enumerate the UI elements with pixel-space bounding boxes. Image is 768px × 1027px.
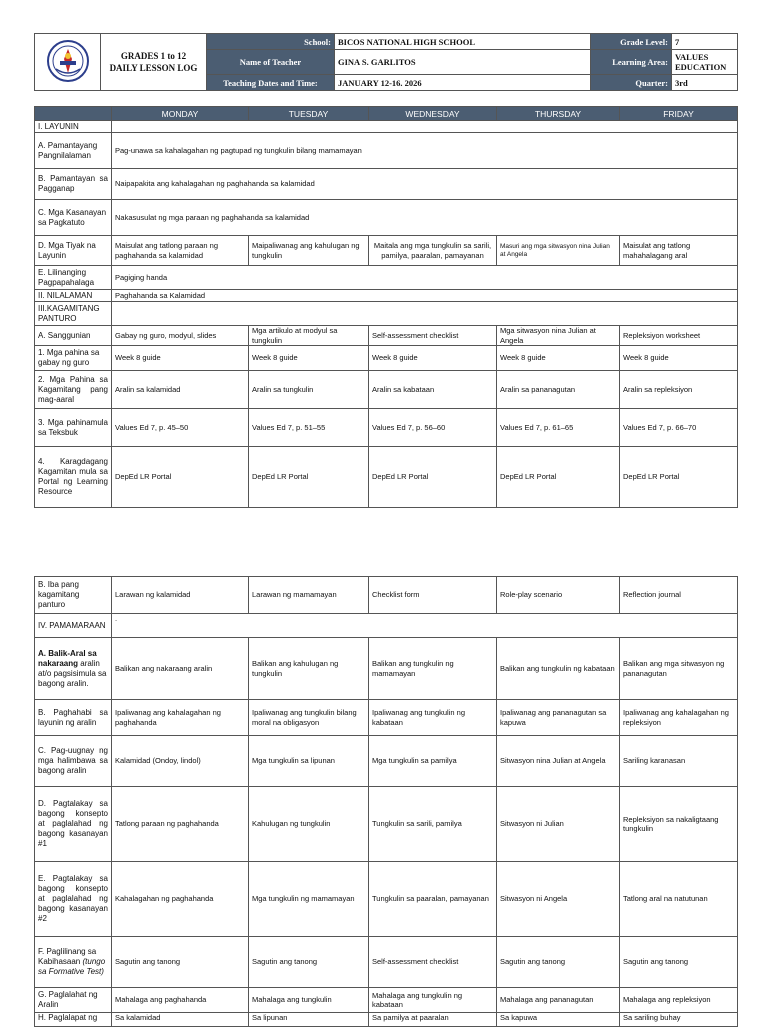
row-label-portal: 4. Karagdagang Kagamitan mula sa Portal ng Learning Resource [35,447,112,508]
row-label-sanggunian: A. Sanggunian [35,326,112,346]
tiyak-friday: Maisulat ang tatlong mahahalagang aral [620,236,738,266]
sanggunian-tuesday: Mga artikulo at modyul sa tungkulin [249,326,369,346]
iba-tuesday: Larawan ng mamamayan [249,577,369,614]
layunin-blank [112,121,738,133]
kasanayan-value: Nakasusulat ng mga paraan ng paghahanda sa kalamidad [112,200,738,236]
table-row [35,1013,738,1027]
lilinanging-value: Pagiging handa [112,266,738,290]
row-label-teksbuk: 3. Mga pahinamula sa Teksbuk [35,409,112,447]
day-header-wednesday: WEDNESDAY [369,107,497,121]
portal-thursday: DepEd LR Portal [497,447,620,508]
mag-aaral-tuesday: Aralin sa tungkulin [249,371,369,409]
table-row [35,937,738,988]
iba-friday: Reflection journal [620,577,738,614]
table-row [35,577,738,614]
paglilinang-label-italic: (tungo sa Formative Test) [38,957,106,976]
row-label-kagamitan: III.KAGAMITANG PANTURO [35,302,112,326]
portal-tuesday: DepEd LR Portal [249,447,369,508]
mag-aaral-friday: Aralin sa repleksiyon [620,371,738,409]
row-label-balik-aral [35,638,112,700]
deped-seal-logo [46,39,90,83]
iba-monday: Larawan ng kalamidad [112,577,249,614]
table-row [35,236,738,266]
paghahabi-monday: Ipaliwanag ang kahalagahan ng paghahanda [112,700,249,736]
iba-thursday: Role-play scenario [497,577,620,614]
sanggunian-wednesday: Self-assessment checklist [369,326,497,346]
row-label-nilalaman: II. NILALAMAN [35,290,112,302]
paghahabi-tuesday: Ipaliwanag ang tungkulin bilang moral na obligasyon [249,700,369,736]
portal-monday: DepEd LR Portal [112,447,249,508]
lesson-log-table-1 [34,106,738,508]
iba-wednesday: Checklist form [369,577,497,614]
teacher-value: GINA S. GARLITOS [335,50,591,75]
table-row [35,371,738,409]
grade-level-label: Grade Level: [591,34,672,50]
balik-aral-label-rest: aralin at/o pagsisimula sa bagong aralin. [38,658,107,688]
learning-area-value [672,50,738,75]
row-label-mag-aaral: 2. Mga Pahina sa Kagamitang pang mag-aaral [35,371,112,409]
deped-seal-cell [35,34,101,91]
sanggunian-friday: Repleksiyon worksheet [620,326,738,346]
learning-area-line1: VALUES [675,52,709,62]
pag-uugnay-tuesday: Mga tungkulin sa lipunan [249,736,369,787]
gabay-monday: Week 8 guide [112,346,249,371]
day-header-friday: FRIDAY [620,107,738,121]
gabay-friday: Week 8 guide [620,346,738,371]
grade-level-value: 7 [672,34,738,50]
pag-uugnay-wednesday: Mga tungkulin sa pamilya [369,736,497,787]
teaching-dates-value: JANUARY 12-16. 2026 [335,75,591,91]
balik-tuesday: Balikan ang kahulugan ng tungkulin [249,638,369,700]
paglilinang-tuesday: Sagutin ang tanong [249,937,369,988]
table-row [35,169,738,200]
row-label-iba-pang-kagamitan: B. Iba pang kagamitang panturo [35,577,112,614]
school-value: BICOS NATIONAL HIGH SCHOOL [335,34,591,50]
balik-monday: Balikan ang nakaraang aralin [112,638,249,700]
tiyak-monday: Maisulat ang tatlong paraan ng paghahanda sa kalamidad [112,236,249,266]
pagtalakay-1-tuesday: Kahulugan ng tungkulin [249,787,369,862]
paglalapat-monday: Sa kalamidad [112,1013,249,1027]
row-label-tiyak: D. Mga Tiyak na Layunin [35,236,112,266]
portal-friday: DepEd LR Portal [620,447,738,508]
portal-wednesday: DepEd LR Portal [369,447,497,508]
paghahabi-friday: Ipaliwanag ang kahalagahan ng repleksiyon [620,700,738,736]
row-label-layunin: I. LAYUNIN [35,121,112,133]
day-header-row [35,107,738,121]
pag-uugnay-thursday: Sitwasyon nina Julian at Angela [497,736,620,787]
paglalapat-friday: Sa sariling buhay [620,1013,738,1027]
kagamitan-blank [112,302,738,326]
paglilinang-thursday: Sagutin ang tanong [497,937,620,988]
teksbuk-thursday: Values Ed 7, p. 61–65 [497,409,620,447]
table-row [35,638,738,700]
paghahabi-thursday: Ipaliwanag ang pananagutan sa kapuwa [497,700,620,736]
row-label-pamantayang: A. Pamantayang Pangnilalaman [35,133,112,169]
paglalahat-monday: Mahalaga ang paghahanda [112,988,249,1013]
day-header-thursday: THURSDAY [497,107,620,121]
table-row [35,266,738,290]
row-label-lilinanging: E. Lilinanging Pagpapahalaga [35,266,112,290]
paglilinang-label-main: F. Paglilinang sa Kabihasaan [38,947,97,966]
teksbuk-monday: Values Ed 7, p. 45–50 [112,409,249,447]
paglalahat-thursday: Mahalaga ang pananagutan [497,988,620,1013]
teksbuk-friday: Values Ed 7, p. 66–70 [620,409,738,447]
pamamaraan-value: . [112,614,738,638]
table-row [35,614,738,638]
paglalapat-wednesday: Sa pamilya at paaralan [369,1013,497,1027]
paghahabi-wednesday: Ipaliwanag ang tungkulin ng kabataan [369,700,497,736]
form-title-line1: GRADES 1 to 12 [120,51,187,61]
quarter-value: 3rd [672,75,738,91]
tiyak-tuesday: Maipaliwanag ang kahulugan ng tungkulin [249,236,369,266]
table-row [35,121,738,133]
row-label-pagtalakay-2: E. Pagtalakay sa bagong konsepto at paglalahad ng bagong kasanayan #2 [35,862,112,937]
day-header-monday: MONDAY [112,107,249,121]
balik-aral-label-bold: A. Balik-Aral sa nakaraang [38,648,97,668]
balik-friday: Balikan ang mga sitwasyon ng pananagutan [620,638,738,700]
paglalapat-tuesday: Sa lipunan [249,1013,369,1027]
teaching-dates-label: Teaching Dates and Time: [207,75,335,91]
table-row [35,700,738,736]
tiyak-wednesday: Maitala ang mga tungkulin sa sarili, pamilya, paaralan, pamayanan [369,236,497,266]
quarter-label: Quarter: [591,75,672,91]
pagtalakay-2-thursday: Sitwasyon ni Angela [497,862,620,937]
pagtalakay-1-friday: Repleksiyon sa nakaligtaang tungkulin [620,787,738,862]
row-label-pagganap: B. Pamantayan sa Pagganap [35,169,112,200]
gabay-wednesday: Week 8 guide [369,346,497,371]
pag-uugnay-monday: Kalamidad (Ondoy, lindol) [112,736,249,787]
pagtalakay-2-wednesday: Tungkulin sa paaralan, pamayanan [369,862,497,937]
row-label-pagtalakay-1: D. Pagtalakay sa bagong konsepto at paglalahad ng bagong kasanayan #1 [35,787,112,862]
row-label-paglalahat: G. Paglalahat ng Aralin [35,988,112,1013]
header-table [34,33,738,91]
table-row [35,862,738,937]
table-row [35,447,738,508]
paglilinang-friday: Sagutin ang tanong [620,937,738,988]
pagtalakay-1-thursday: Sitwasyon ni Julian [497,787,620,862]
form-title-line2: DAILY LESSON LOG [109,63,198,73]
row-label-kasanayan: C. Mga Kasanayan sa Pagkatuto [35,200,112,236]
learning-area-line2: EDUCATION [675,62,727,72]
day-header-tuesday: TUESDAY [249,107,369,121]
row-label-paglalapat: H. Paglalapat ng [35,1013,112,1027]
pag-uugnay-friday: Sariling karanasan [620,736,738,787]
table-row [35,290,738,302]
pagtalakay-2-friday: Tatlong aral na natutunan [620,862,738,937]
pagtalakay-2-tuesday: Mga tungkulin ng mamamayan [249,862,369,937]
pagtalakay-1-monday: Tatlong paraan ng paghahanda [112,787,249,862]
table-row [35,736,738,787]
sanggunian-thursday: Mga sitwasyon nina Julian at Angela [497,326,620,346]
balik-wednesday: Balikan ang tungkulin ng mamamayan [369,638,497,700]
row-label-paglilinang [35,937,112,988]
row-label-pamamaraan: IV. PAMAMARAAN [35,614,112,638]
paglilinang-monday: Sagutin ang tanong [112,937,249,988]
paglalahat-friday: Mahalaga ang repleksiyon [620,988,738,1013]
mag-aaral-thursday: Aralin sa pananagutan [497,371,620,409]
teksbuk-wednesday: Values Ed 7, p. 56–60 [369,409,497,447]
table-row [35,326,738,346]
form-title [101,34,207,91]
table-row [35,988,738,1013]
gabay-tuesday: Week 8 guide [249,346,369,371]
teksbuk-tuesday: Values Ed 7, p. 51–55 [249,409,369,447]
balik-thursday: Balikan ang tungkulin ng kabataan [497,638,620,700]
row-label-gabay: 1. Mga pahina sa gabay ng guro [35,346,112,371]
row-label-pag-uugnay: C. Pag-uugnay ng mga halimbawa sa bagong aralin [35,736,112,787]
table-row [35,346,738,371]
sanggunian-monday: Gabay ng guro, modyul, slides [112,326,249,346]
day-header-blank [35,107,112,121]
paglilinang-wednesday: Self-assessment checklist [369,937,497,988]
school-label: School: [207,34,335,50]
row-label-paghahabi: B. Paghahabi sa layunin ng aralin [35,700,112,736]
learning-area-label: Learning Area: [591,50,672,75]
table-row [35,302,738,326]
gabay-thursday: Week 8 guide [497,346,620,371]
table-row [35,409,738,447]
pagtalakay-2-monday: Kahalagahan ng paghahanda [112,862,249,937]
paglalapat-thursday: Sa kapuwa [497,1013,620,1027]
table-row [35,787,738,862]
pagganap-value: Naipapakita ang kahalagahan ng paghahanda sa kalamidad [112,169,738,200]
tiyak-thursday: Masuri ang mga sitwasyon nina Julian at Angela [497,236,620,266]
paglalahat-wednesday: Mahalaga ang tungkulin ng kabataan [369,988,497,1013]
pamantayang-value: Pag-unawa sa kahalagahan ng pagtupad ng tungkulin bilang mamamayan [112,133,738,169]
teacher-label: Name of Teacher [207,50,335,75]
pagtalakay-1-wednesday: Tungkulin sa sarili, pamilya [369,787,497,862]
mag-aaral-monday: Aralin sa kalamidad [112,371,249,409]
paglalahat-tuesday: Mahalaga ang tungkulin [249,988,369,1013]
mag-aaral-wednesday: Aralin sa kabataan [369,371,497,409]
table-row [35,200,738,236]
nilalaman-value: Paghahanda sa Kalamidad [112,290,738,302]
table-row [35,133,738,169]
lesson-log-table-2 [34,576,738,1027]
